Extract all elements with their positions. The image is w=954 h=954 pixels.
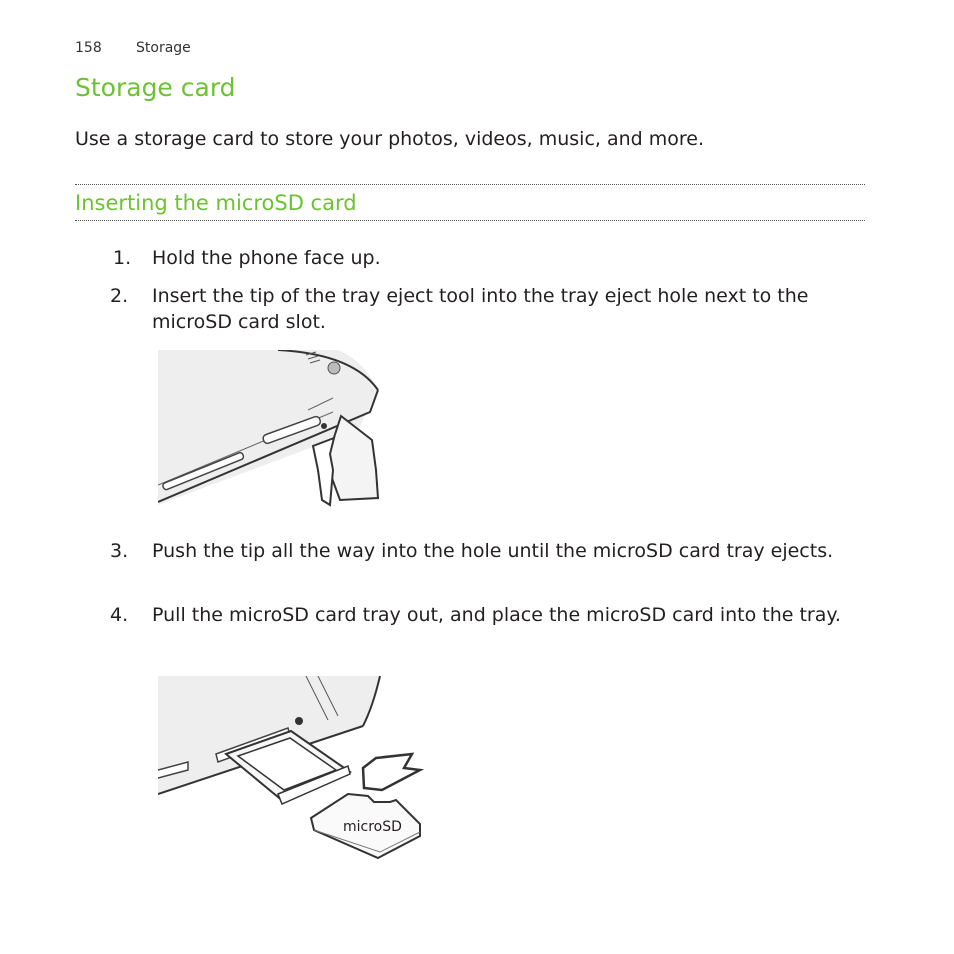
microsd-card-label: microSD	[343, 819, 402, 835]
dotted-rule-bottom	[75, 220, 865, 221]
eject-tool-illustration	[158, 350, 383, 508]
step-text: Push the tip all the way into the hole until the microSD card tray ejects.	[152, 540, 834, 562]
intro-paragraph: Use a storage card to store your photos, videos, music, and more.	[75, 128, 705, 150]
section-subtitle: Inserting the microSD card	[75, 191, 357, 215]
step-number: 2.	[110, 285, 129, 307]
page-header	[75, 40, 191, 56]
step-number: 3.	[110, 540, 129, 562]
page-number: 158	[75, 40, 102, 56]
step-text: Pull the microSD card tray out, and place the microSD card into the tray.	[152, 604, 841, 626]
step-number: 4.	[110, 604, 129, 626]
microsd-tray-illustration	[158, 676, 433, 862]
step-text: Hold the phone face up.	[152, 247, 381, 269]
step-number: 1.	[113, 247, 132, 269]
section-name: Storage	[136, 40, 191, 56]
page-title: Storage card	[75, 73, 236, 102]
dotted-rule-top	[75, 184, 865, 185]
step-text: Insert the tip of the tray eject tool into the tray eject hole next to the microSD card slot.	[152, 285, 809, 333]
